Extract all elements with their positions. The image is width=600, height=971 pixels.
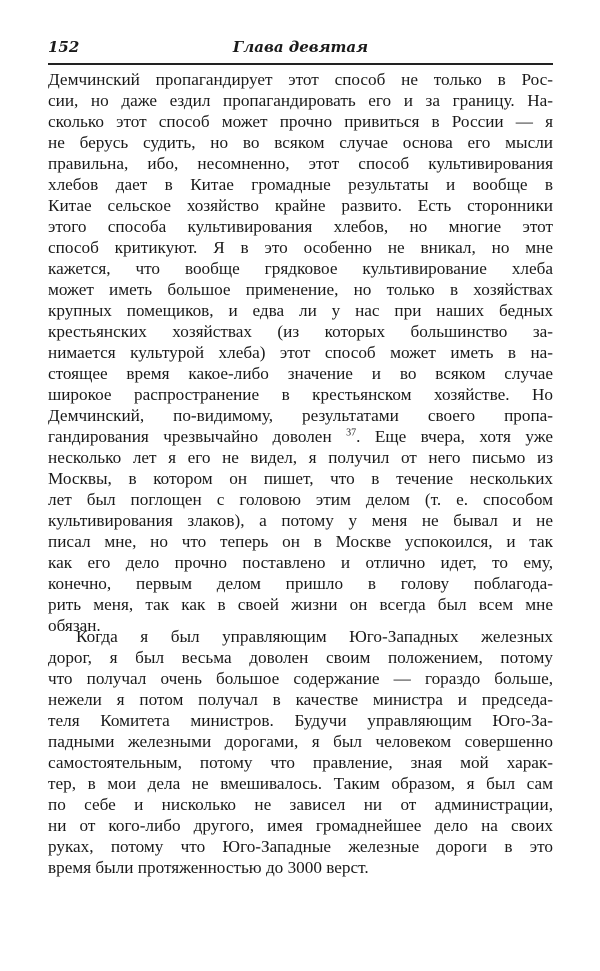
text-line: [48, 510, 553, 531]
text-line: [48, 689, 553, 710]
text-line: [48, 174, 553, 195]
text-line: [48, 216, 553, 237]
text-line: [48, 552, 553, 573]
text-line: [48, 405, 553, 426]
line-text: Москвы, в котором он пишет, что в течение нескольких: [48, 469, 553, 488]
line-text: самостоятельным, потому что правление, зная мой харак-: [48, 753, 553, 772]
text-line: [48, 258, 553, 279]
line-text: Демчинский пропагандирует этот способ не только в Рос-: [48, 70, 553, 89]
paragraph-2: [48, 626, 553, 878]
line-text: рить меня, так как в своей жизни он всегда был всем мне: [48, 595, 553, 614]
page-number: 152: [48, 38, 80, 56]
text-line: [48, 90, 553, 111]
line-text: Когда я был управляющим Юго-Западных железных: [76, 627, 553, 646]
text-line: [48, 857, 553, 878]
line-text: нимается культурой хлеба) этот способ может иметь в на-: [48, 343, 553, 362]
text-line: [48, 363, 553, 384]
running-header: [48, 38, 553, 60]
line-text: этого способа культивирования хлебов, но многие этот: [48, 217, 553, 236]
line-text: руках, потому что Юго-Западные железные дороги в это: [48, 837, 553, 856]
text-line: [48, 626, 553, 647]
text-line: [48, 647, 553, 668]
line-text: тер, в мои дела не вмешивалось. Таким образом, я был сам: [48, 774, 553, 793]
line-text: правильна, ибо, несомненно, этот способ культивирования: [48, 154, 553, 173]
text-line: [48, 237, 553, 258]
text-line: [48, 731, 553, 752]
text-line: [48, 321, 553, 342]
text-line: [48, 594, 553, 615]
line-text: . Еще вчера, хотя уже: [356, 427, 553, 446]
line-text: несколько лет я его не видел, я получил от него письмо из: [48, 448, 553, 467]
line-text: лет был поглощен с головою этим делом (т. е. способом: [48, 490, 553, 509]
line-text: не берусь судить, но во всяком случае основа его мысли: [48, 133, 553, 152]
paragraph-1: [48, 69, 553, 636]
line-text: широкое распространение в крестьянском хозяйстве. Но: [48, 385, 553, 404]
text-line: [48, 710, 553, 731]
text-line: [48, 447, 553, 468]
line-text: крестьянских хозяйствах (из которых большинство за-: [48, 322, 553, 341]
line-text: может иметь большое применение, но только в хозяйствах: [48, 280, 553, 299]
text-line: [48, 794, 553, 815]
text-line: [48, 132, 553, 153]
line-text: дорог, я был весьма доволен своим положением, потому: [48, 648, 553, 667]
line-text: сколько этот способ может прочно привиться в России — я: [48, 112, 553, 131]
text-line: [48, 342, 553, 363]
line-text: время были протяженностью до 3000 верст.: [48, 858, 369, 877]
line-text: Китае сельское хозяйство крайне развито. Есть сторонники: [48, 196, 553, 215]
text-line: [48, 668, 553, 689]
line-text: кажется, что вообще грядковое культивирование хлеба: [48, 259, 553, 278]
text-line: [48, 489, 553, 510]
text-line: [48, 384, 553, 405]
line-text: гандирования чрезвычайно доволен: [48, 427, 332, 446]
line-text: падными железными дорогами, я был человеком совершенно: [48, 732, 553, 751]
text-line: [48, 468, 553, 489]
footnote-reference[interactable]: 37: [346, 427, 357, 439]
header-rule: [48, 63, 553, 65]
line-text: теля Комитета министров. Будучи управляющим Юго-За-: [48, 711, 553, 730]
text-line: [48, 279, 553, 300]
text-line: [48, 773, 553, 794]
line-text: ни от кого-либо другого, имея громаднейшее дело на своих: [48, 816, 553, 835]
line-text: хлебов дает в Китае громадные результаты и вообще в: [48, 175, 553, 194]
text-line: [48, 111, 553, 132]
line-text: крупных помещиков, и едва ли у нас при наших бедных: [48, 301, 553, 320]
text-line: [48, 153, 553, 174]
line-text: Демчинский, по-видимому, результатами своего пропа-: [48, 406, 553, 425]
text-line: [48, 752, 553, 773]
line-text: что получал очень большое содержание — гораздо больше,: [48, 669, 553, 688]
line-text: как его дело прочно поставлено и отлично идет, то ему,: [48, 553, 553, 572]
line-text: нежели я потом получал в качестве министра и председа-: [48, 690, 553, 709]
line-text: обязан.: [48, 616, 101, 635]
text-line: [48, 815, 553, 836]
text-line: [48, 836, 553, 857]
text-line: [48, 573, 553, 594]
line-text: сии, но даже ездил пропагандировать его и за границу. На-: [48, 91, 553, 110]
line-text: способ критикуют. Я в это особенно не вникал, но мне: [48, 238, 553, 257]
line-text: по себе и нисколько не зависел ни от администрации,: [48, 795, 553, 814]
line-text: стоящее время какое-либо значение и во всяком случае: [48, 364, 553, 383]
line-text: конечно, первым делом пришло в голову поблагода-: [48, 574, 553, 593]
text-line: [48, 69, 553, 90]
text-line: [48, 531, 553, 552]
line-text: писал мне, но что теперь он в Москве успокоился, и так: [48, 532, 553, 551]
text-line: [48, 195, 553, 216]
line-text: культивирования злаков), а потому у меня не бывал и не: [48, 511, 553, 530]
text-line: [48, 300, 553, 321]
chapter-title: Глава девятая: [232, 38, 369, 56]
text-line: [48, 426, 553, 447]
